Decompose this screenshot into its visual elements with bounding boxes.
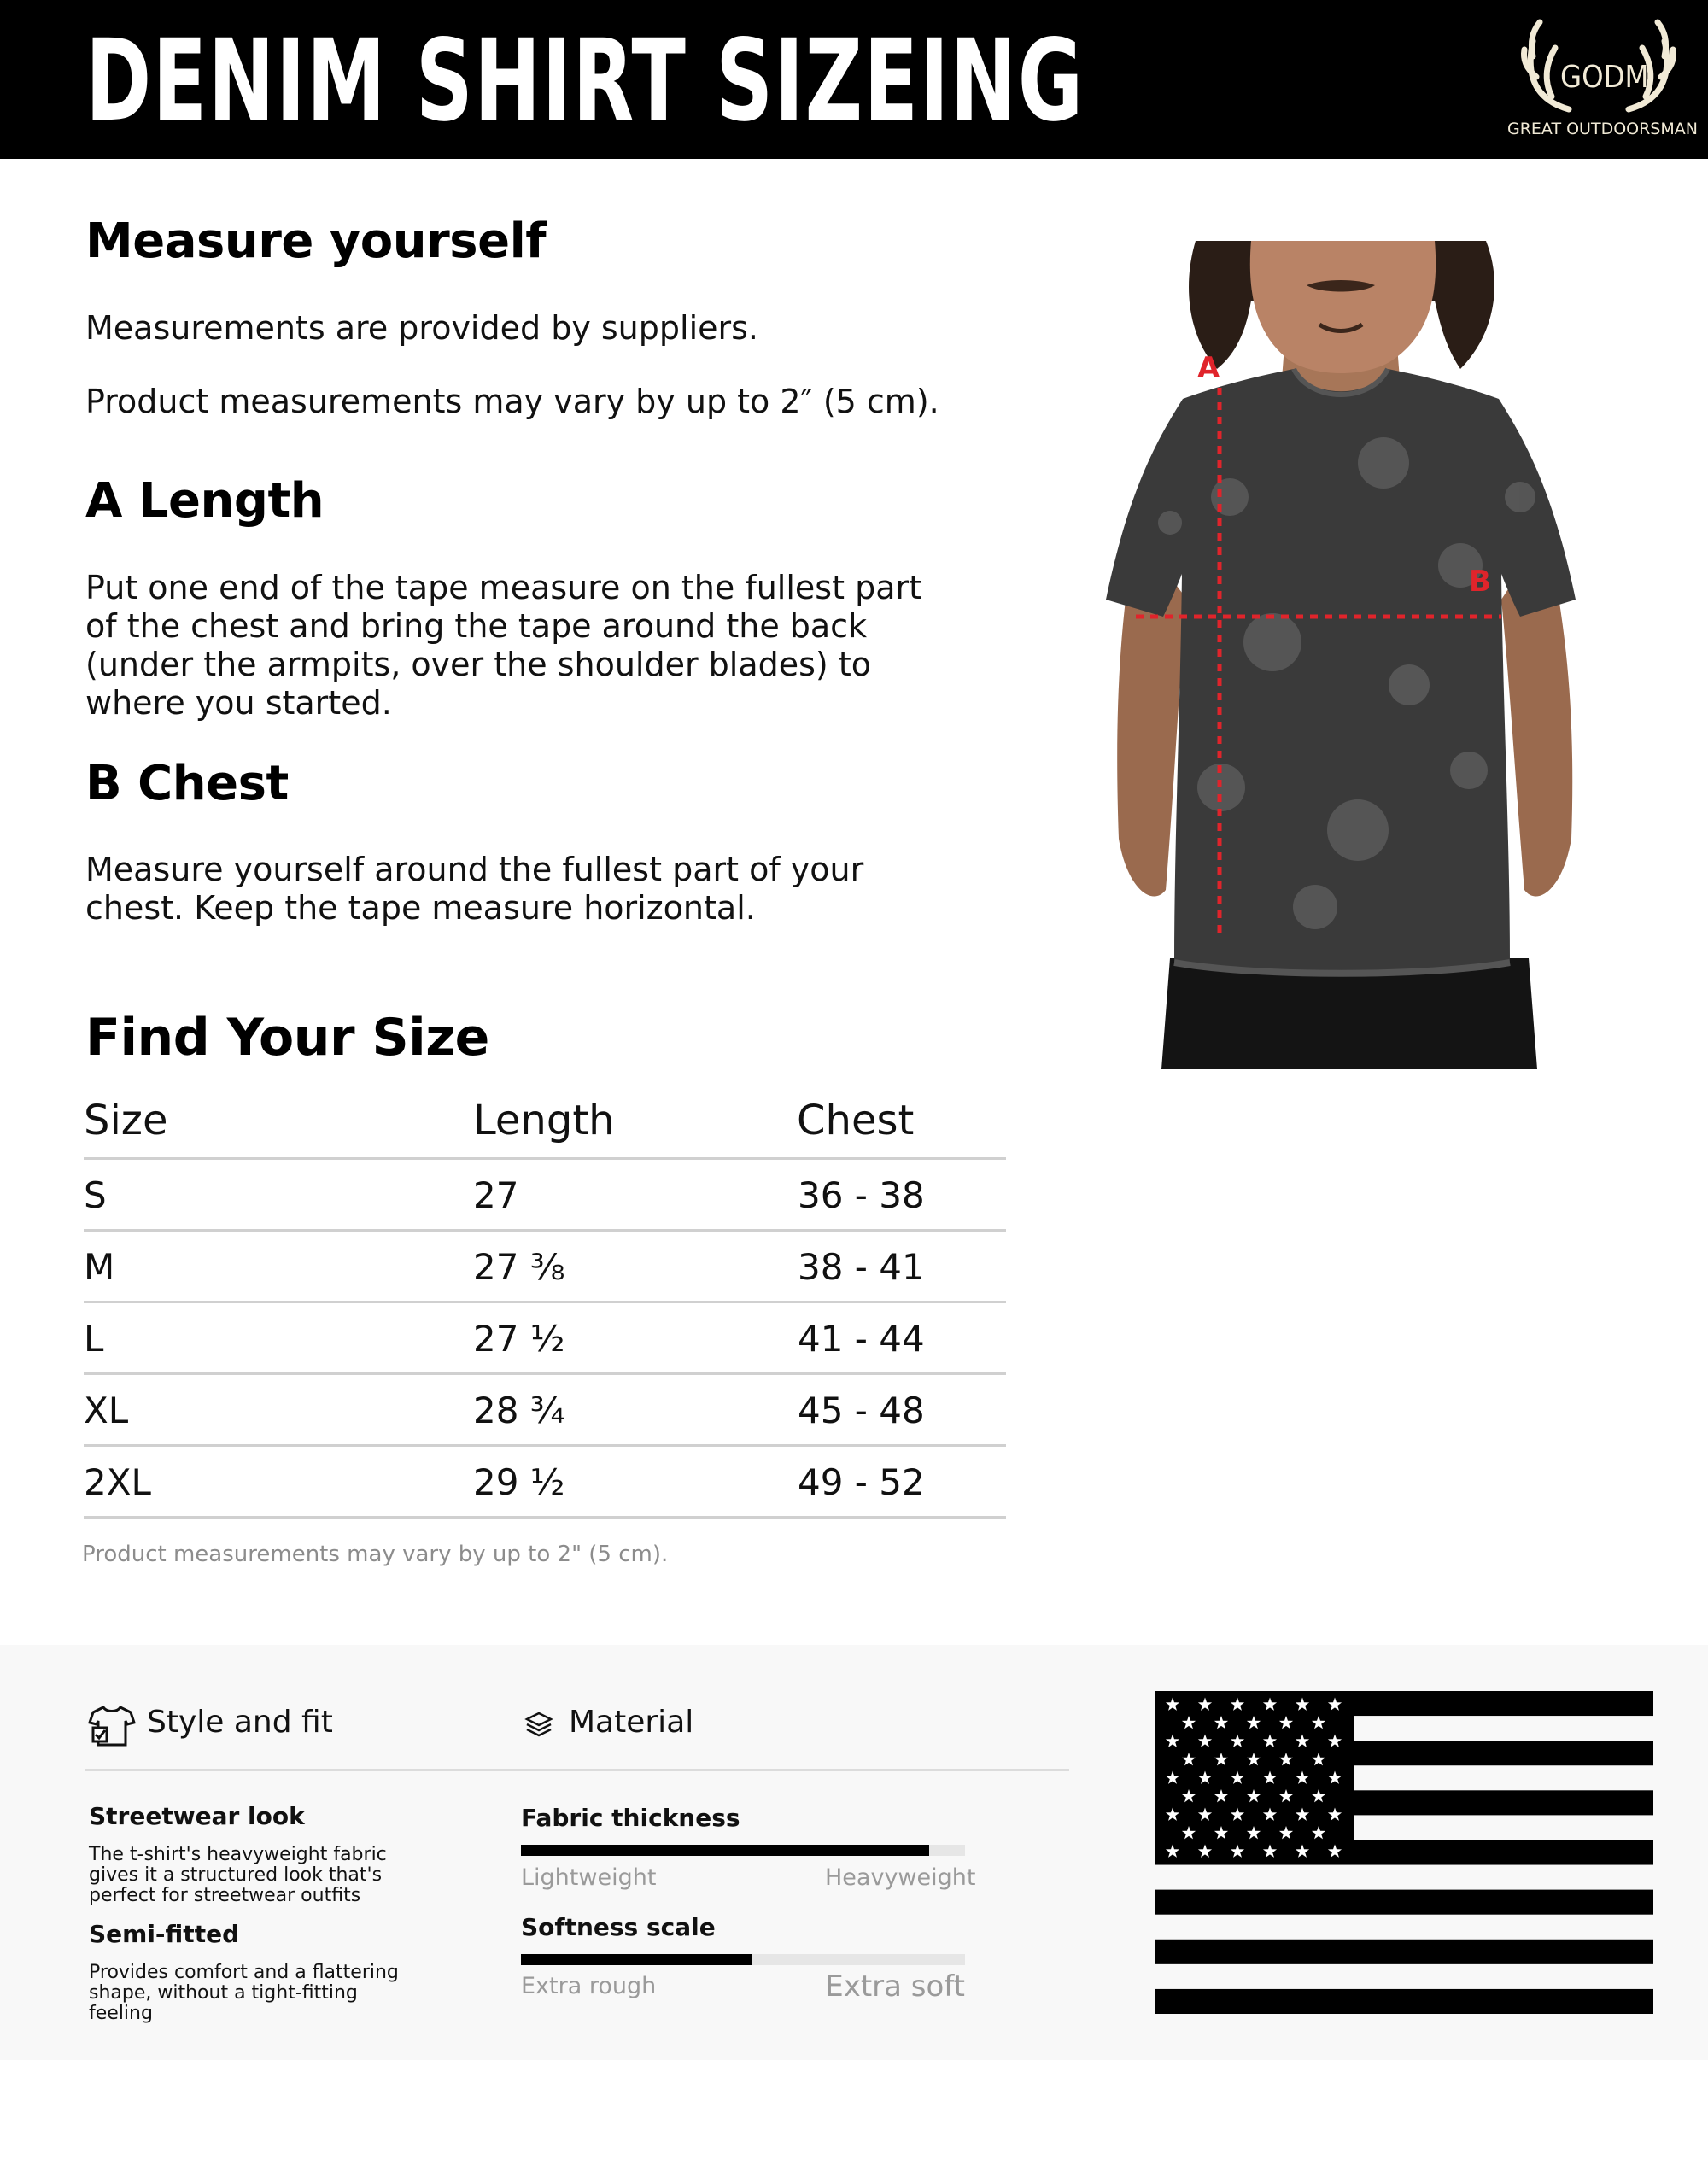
cell-chest: 45 - 48 bbox=[798, 1390, 925, 1431]
cell-size: S bbox=[84, 1174, 107, 1216]
size-table-header bbox=[84, 1089, 1006, 1160]
brand-logo bbox=[1507, 15, 1698, 143]
measure-heading: Measure yourself bbox=[85, 214, 547, 269]
model-shirt-photo bbox=[1102, 241, 1582, 1069]
chest-heading: B Chest bbox=[85, 756, 289, 811]
flag-stripe bbox=[1155, 1989, 1653, 2014]
logo-monogram: GODM bbox=[1560, 60, 1649, 95]
style-item-title: Semi-fitted bbox=[89, 1920, 240, 1948]
material-title: Material bbox=[569, 1705, 694, 1740]
table-row bbox=[84, 1160, 1006, 1232]
length-body: Put one end of the tape measure on the fullest part of the chest and bring the tape around the back (under the armpits, over the shoulder blades) to where you started. bbox=[85, 569, 922, 722]
panel-divider bbox=[85, 1769, 1069, 1771]
flag-stripe bbox=[1155, 1940, 1653, 1964]
measurement-note: Product measurements may vary by up to 2" (5 cm). bbox=[82, 1542, 669, 1567]
table-row bbox=[84, 1303, 1006, 1375]
style-fit-title: Style and fit bbox=[147, 1705, 333, 1740]
cell-length: 27 ½ bbox=[473, 1318, 565, 1360]
style-item-text: The t-shirt's heavyweight fabric gives it a structured look that's perfect for streetwear outfits bbox=[89, 1844, 387, 1906]
style-item-text: Provides comfort and a flattering shape, without a tight-fitting feeling bbox=[89, 1962, 399, 2024]
chest-body: Measure yourself around the fullest part of your chest. Keep the tape measure horizontal. bbox=[85, 851, 864, 927]
cell-size: 2XL bbox=[84, 1461, 151, 1503]
page-title: DENIM SHIRT SIZEING bbox=[85, 15, 1085, 147]
measure-label-b: B bbox=[1469, 565, 1491, 599]
cell-size: M bbox=[84, 1246, 115, 1288]
softness-min-label: Extra rough bbox=[521, 1973, 657, 1999]
cell-length: 27 bbox=[473, 1174, 519, 1216]
measure-label-a: A bbox=[1197, 351, 1220, 385]
column-header-chest: Chest bbox=[797, 1097, 915, 1144]
flag-stripe bbox=[1155, 1890, 1653, 1915]
measure-line-1: Measurements are provided by suppliers. bbox=[85, 309, 758, 347]
column-header-length: Length bbox=[473, 1097, 615, 1144]
cell-length: 28 ¾ bbox=[473, 1390, 565, 1431]
softness-max-label: Extra soft bbox=[825, 1969, 965, 2004]
scale-title-thickness: Fabric thickness bbox=[521, 1804, 740, 1832]
thickness-min-label: Lightweight bbox=[521, 1864, 657, 1891]
measure-line-2: Product measurements may vary by up to 2″ (5 cm). bbox=[85, 383, 939, 420]
scale-title-softness: Softness scale bbox=[521, 1913, 716, 1941]
cell-size: XL bbox=[84, 1390, 129, 1431]
table-row bbox=[84, 1447, 1006, 1519]
thickness-scale-bar bbox=[521, 1845, 965, 1856]
cell-chest: 41 - 44 bbox=[798, 1318, 925, 1360]
us-flag-icon bbox=[1155, 1691, 1653, 2014]
cell-chest: 36 - 38 bbox=[798, 1174, 925, 1216]
table-row bbox=[84, 1375, 1006, 1447]
cell-chest: 49 - 52 bbox=[798, 1461, 925, 1503]
logo-tagline: GREAT OUTDOORSMAN bbox=[1507, 120, 1698, 138]
style-item-title: Streetwear look bbox=[89, 1802, 305, 1830]
column-header-size: Size bbox=[84, 1097, 168, 1144]
cell-length: 29 ½ bbox=[473, 1461, 565, 1503]
size-table-heading: Find Your Size bbox=[85, 1008, 489, 1068]
table-row bbox=[84, 1232, 1006, 1303]
header-banner bbox=[0, 0, 1708, 159]
cell-size: L bbox=[84, 1318, 104, 1360]
softness-scale-fill bbox=[521, 1954, 752, 1965]
layers-icon bbox=[524, 1711, 553, 1740]
size-table bbox=[84, 1089, 1006, 1519]
thickness-max-label: Heavyweight bbox=[825, 1864, 976, 1891]
length-heading: A Length bbox=[85, 473, 325, 529]
softness-scale-bar bbox=[521, 1954, 965, 1965]
thickness-scale-fill bbox=[521, 1845, 929, 1856]
cell-length: 27 ⅜ bbox=[473, 1246, 565, 1288]
tshirt-check-icon bbox=[88, 1704, 136, 1748]
cell-chest: 38 - 41 bbox=[798, 1246, 925, 1288]
